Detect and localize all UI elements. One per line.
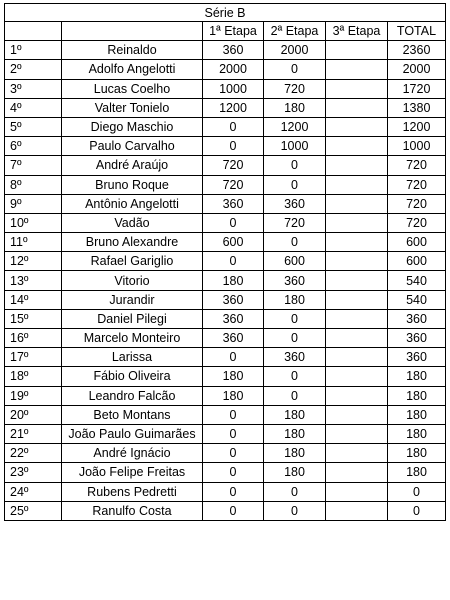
stage-1-cell: 360 bbox=[203, 309, 264, 328]
stage-1-cell: 0 bbox=[203, 348, 264, 367]
total-cell: 600 bbox=[388, 233, 446, 252]
position-cell: 17º bbox=[5, 348, 62, 367]
stage-3-cell bbox=[326, 79, 388, 98]
stage-3-cell bbox=[326, 117, 388, 136]
stage-2-cell: 0 bbox=[264, 329, 326, 348]
position-cell: 11º bbox=[5, 233, 62, 252]
stage-1-cell: 180 bbox=[203, 271, 264, 290]
stage-1-cell: 0 bbox=[203, 117, 264, 136]
ranking-table bbox=[4, 3, 446, 521]
table-row bbox=[5, 233, 446, 252]
position-cell: 14º bbox=[5, 290, 62, 309]
table-row bbox=[5, 309, 446, 328]
stage-2-cell: 0 bbox=[264, 309, 326, 328]
total-cell: 720 bbox=[388, 194, 446, 213]
table-row bbox=[5, 348, 446, 367]
position-cell: 24º bbox=[5, 482, 62, 501]
stage-2-cell: 1000 bbox=[264, 137, 326, 156]
stage-3-cell bbox=[326, 348, 388, 367]
header-stage-3: 3ª Etapa bbox=[326, 22, 388, 41]
position-cell: 18º bbox=[5, 367, 62, 386]
table-row bbox=[5, 482, 446, 501]
player-name-cell: Lucas Coelho bbox=[62, 79, 203, 98]
total-cell: 540 bbox=[388, 290, 446, 309]
table-row bbox=[5, 424, 446, 443]
player-name-cell: André Ignácio bbox=[62, 444, 203, 463]
position-cell: 3º bbox=[5, 79, 62, 98]
player-name-cell: Bruno Roque bbox=[62, 175, 203, 194]
stage-2-cell: 1200 bbox=[264, 117, 326, 136]
table-row bbox=[5, 271, 446, 290]
total-cell: 600 bbox=[388, 252, 446, 271]
stage-2-cell: 180 bbox=[264, 444, 326, 463]
player-name-cell: Rubens Pedretti bbox=[62, 482, 203, 501]
stage-1-cell: 600 bbox=[203, 233, 264, 252]
title-row bbox=[5, 4, 446, 22]
table-row bbox=[5, 41, 446, 60]
position-cell: 9º bbox=[5, 194, 62, 213]
stage-3-cell bbox=[326, 175, 388, 194]
total-cell: 720 bbox=[388, 213, 446, 232]
stage-3-cell bbox=[326, 271, 388, 290]
stage-2-cell: 0 bbox=[264, 501, 326, 520]
total-cell: 1200 bbox=[388, 117, 446, 136]
player-name-cell: Vitorio bbox=[62, 271, 203, 290]
stage-1-cell: 0 bbox=[203, 137, 264, 156]
stage-1-cell: 0 bbox=[203, 444, 264, 463]
position-cell: 1º bbox=[5, 41, 62, 60]
position-cell: 20º bbox=[5, 405, 62, 424]
position-cell: 5º bbox=[5, 117, 62, 136]
player-name-cell: Marcelo Monteiro bbox=[62, 329, 203, 348]
position-cell: 8º bbox=[5, 175, 62, 194]
stage-1-cell: 2000 bbox=[203, 60, 264, 79]
stage-3-cell bbox=[326, 463, 388, 482]
total-cell: 0 bbox=[388, 501, 446, 520]
stage-1-cell: 360 bbox=[203, 41, 264, 60]
table-row bbox=[5, 98, 446, 117]
player-name-cell: Rafael Gariglio bbox=[62, 252, 203, 271]
table-row bbox=[5, 386, 446, 405]
stage-3-cell bbox=[326, 290, 388, 309]
position-cell: 12º bbox=[5, 252, 62, 271]
table-row bbox=[5, 137, 446, 156]
stage-3-cell bbox=[326, 233, 388, 252]
stage-3-cell bbox=[326, 156, 388, 175]
table-row bbox=[5, 194, 446, 213]
stage-1-cell: 0 bbox=[203, 213, 264, 232]
total-cell: 540 bbox=[388, 271, 446, 290]
table-row bbox=[5, 444, 446, 463]
total-cell: 2000 bbox=[388, 60, 446, 79]
player-name-cell: Diego Maschio bbox=[62, 117, 203, 136]
player-name-cell: João Felipe Freitas bbox=[62, 463, 203, 482]
total-cell: 2360 bbox=[388, 41, 446, 60]
total-cell: 720 bbox=[388, 175, 446, 194]
table-row bbox=[5, 367, 446, 386]
player-name-cell: Adolfo Angelotti bbox=[62, 60, 203, 79]
total-cell: 180 bbox=[388, 424, 446, 443]
stage-3-cell bbox=[326, 252, 388, 271]
player-name-cell: Beto Montans bbox=[62, 405, 203, 424]
stage-3-cell bbox=[326, 309, 388, 328]
total-cell: 180 bbox=[388, 386, 446, 405]
stage-1-cell: 1200 bbox=[203, 98, 264, 117]
table-title: Série B bbox=[5, 4, 446, 22]
table-row bbox=[5, 175, 446, 194]
stage-3-cell bbox=[326, 501, 388, 520]
player-name-cell: Daniel Pilegi bbox=[62, 309, 203, 328]
player-name-cell: Larissa bbox=[62, 348, 203, 367]
stage-3-cell bbox=[326, 386, 388, 405]
position-cell: 19º bbox=[5, 386, 62, 405]
stage-1-cell: 0 bbox=[203, 501, 264, 520]
stage-2-cell: 180 bbox=[264, 424, 326, 443]
header-stage-2: 2ª Etapa bbox=[264, 22, 326, 41]
player-name-cell: Jurandir bbox=[62, 290, 203, 309]
player-name-cell: Ranulfo Costa bbox=[62, 501, 203, 520]
position-cell: 2º bbox=[5, 60, 62, 79]
position-cell: 4º bbox=[5, 98, 62, 117]
player-name-cell: André Araújo bbox=[62, 156, 203, 175]
total-cell: 1720 bbox=[388, 79, 446, 98]
stage-2-cell: 720 bbox=[264, 79, 326, 98]
stage-3-cell bbox=[326, 444, 388, 463]
stage-1-cell: 180 bbox=[203, 367, 264, 386]
player-name-cell: Leandro Falcão bbox=[62, 386, 203, 405]
total-cell: 180 bbox=[388, 444, 446, 463]
stage-1-cell: 0 bbox=[203, 405, 264, 424]
position-cell: 7º bbox=[5, 156, 62, 175]
stage-3-cell bbox=[326, 194, 388, 213]
header-position bbox=[5, 22, 62, 41]
total-cell: 180 bbox=[388, 405, 446, 424]
stage-2-cell: 600 bbox=[264, 252, 326, 271]
table-row bbox=[5, 290, 446, 309]
total-cell: 0 bbox=[388, 482, 446, 501]
total-cell: 720 bbox=[388, 156, 446, 175]
stage-3-cell bbox=[326, 329, 388, 348]
total-cell: 360 bbox=[388, 329, 446, 348]
position-cell: 13º bbox=[5, 271, 62, 290]
total-cell: 180 bbox=[388, 367, 446, 386]
stage-3-cell bbox=[326, 60, 388, 79]
table-row bbox=[5, 501, 446, 520]
stage-1-cell: 360 bbox=[203, 194, 264, 213]
player-name-cell: Valter Tonielo bbox=[62, 98, 203, 117]
player-name-cell: Antônio Angelotti bbox=[62, 194, 203, 213]
stage-2-cell: 360 bbox=[264, 348, 326, 367]
stage-3-cell bbox=[326, 137, 388, 156]
table-row bbox=[5, 60, 446, 79]
position-cell: 16º bbox=[5, 329, 62, 348]
position-cell: 6º bbox=[5, 137, 62, 156]
player-name-cell: Reinaldo bbox=[62, 41, 203, 60]
player-name-cell: João Paulo Guimarães bbox=[62, 424, 203, 443]
stage-3-cell bbox=[326, 424, 388, 443]
player-name-cell: Paulo Carvalho bbox=[62, 137, 203, 156]
stage-1-cell: 0 bbox=[203, 252, 264, 271]
header-row bbox=[5, 22, 446, 41]
position-cell: 22º bbox=[5, 444, 62, 463]
stage-2-cell: 0 bbox=[264, 175, 326, 194]
table-row bbox=[5, 117, 446, 136]
stage-3-cell bbox=[326, 213, 388, 232]
player-name-cell: Fábio Oliveira bbox=[62, 367, 203, 386]
table-row bbox=[5, 405, 446, 424]
table-row bbox=[5, 252, 446, 271]
stage-2-cell: 0 bbox=[264, 367, 326, 386]
stage-2-cell: 0 bbox=[264, 482, 326, 501]
table-row bbox=[5, 156, 446, 175]
stage-2-cell: 180 bbox=[264, 405, 326, 424]
stage-1-cell: 720 bbox=[203, 156, 264, 175]
stage-1-cell: 360 bbox=[203, 329, 264, 348]
stage-2-cell: 180 bbox=[264, 290, 326, 309]
player-name-cell: Vadão bbox=[62, 213, 203, 232]
stage-2-cell: 720 bbox=[264, 213, 326, 232]
total-cell: 1380 bbox=[388, 98, 446, 117]
position-cell: 21º bbox=[5, 424, 62, 443]
stage-1-cell: 180 bbox=[203, 386, 264, 405]
position-cell: 10º bbox=[5, 213, 62, 232]
stage-2-cell: 0 bbox=[264, 386, 326, 405]
stage-3-cell bbox=[326, 482, 388, 501]
stage-1-cell: 1000 bbox=[203, 79, 264, 98]
total-cell: 360 bbox=[388, 348, 446, 367]
stage-2-cell: 360 bbox=[264, 271, 326, 290]
position-cell: 23º bbox=[5, 463, 62, 482]
position-cell: 25º bbox=[5, 501, 62, 520]
table-body bbox=[5, 4, 446, 521]
total-cell: 360 bbox=[388, 309, 446, 328]
stage-3-cell bbox=[326, 98, 388, 117]
stage-1-cell: 720 bbox=[203, 175, 264, 194]
stage-1-cell: 0 bbox=[203, 424, 264, 443]
header-stage-1: 1ª Etapa bbox=[203, 22, 264, 41]
stage-2-cell: 360 bbox=[264, 194, 326, 213]
header-total: TOTAL bbox=[388, 22, 446, 41]
table-row bbox=[5, 329, 446, 348]
stage-2-cell: 0 bbox=[264, 60, 326, 79]
player-name-cell: Bruno Alexandre bbox=[62, 233, 203, 252]
header-name bbox=[62, 22, 203, 41]
position-cell: 15º bbox=[5, 309, 62, 328]
total-cell: 1000 bbox=[388, 137, 446, 156]
stage-2-cell: 180 bbox=[264, 98, 326, 117]
stage-1-cell: 360 bbox=[203, 290, 264, 309]
table-row bbox=[5, 79, 446, 98]
stage-2-cell: 0 bbox=[264, 233, 326, 252]
stage-2-cell: 0 bbox=[264, 156, 326, 175]
stage-3-cell bbox=[326, 41, 388, 60]
table-row bbox=[5, 213, 446, 232]
stage-2-cell: 2000 bbox=[264, 41, 326, 60]
stage-2-cell: 180 bbox=[264, 463, 326, 482]
stage-1-cell: 0 bbox=[203, 463, 264, 482]
total-cell: 180 bbox=[388, 463, 446, 482]
stage-3-cell bbox=[326, 367, 388, 386]
stage-3-cell bbox=[326, 405, 388, 424]
table-row bbox=[5, 463, 446, 482]
stage-1-cell: 0 bbox=[203, 482, 264, 501]
